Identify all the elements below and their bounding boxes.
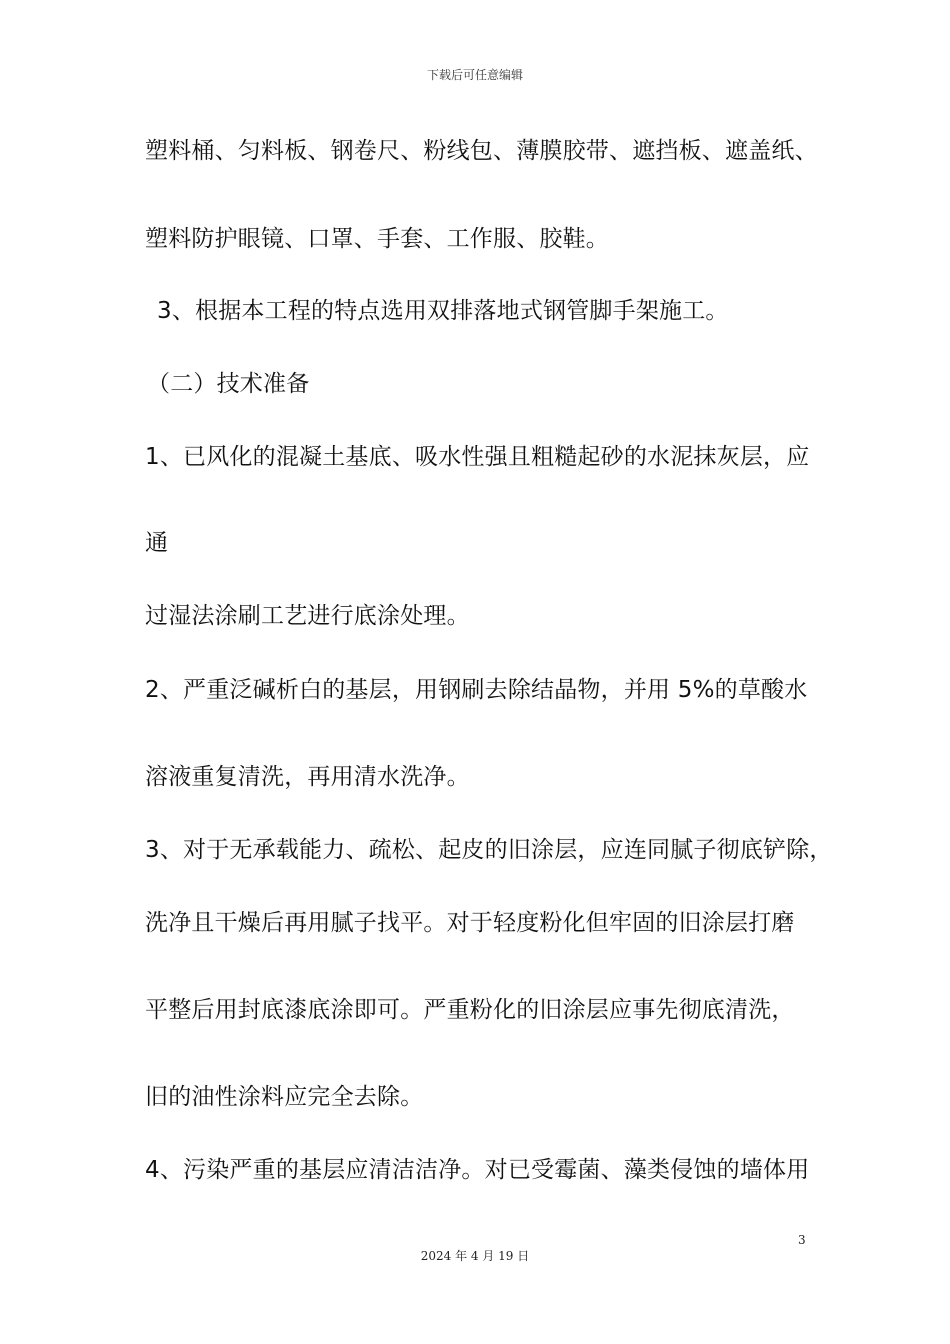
text-line: 2、严重泛碱析白的基层，用钢刷去除结晶物，并用 5%的草酸水: [145, 677, 808, 703]
text-line: 1、已风化的混凝土基底、吸水性强且粗糙起砂的水泥抹灰层，应: [145, 444, 810, 470]
text-line: 3、对于无承载能力、疏松、起皮的旧涂层，应连同腻子彻底铲除，: [145, 837, 833, 863]
page-header: 下载后可任意编辑: [426, 68, 523, 82]
text-line: 塑料桶、匀料板、钢卷尺、粉线包、薄膜胶带、遮挡板、遮盖纸、: [145, 138, 818, 164]
text-line: 溶液重复清洗，再用清水洗净。: [145, 764, 470, 790]
text-line: 洗净且干燥后再用腻子找平。对于轻度粉化但牢固的旧涂层打磨: [145, 910, 795, 936]
footer-date: 2024 年 4 月 19 日: [420, 1249, 530, 1263]
section-heading: （二）技术准备: [147, 371, 310, 397]
text-line: 通: [145, 530, 169, 556]
text-line: 4、污染严重的基层应清洁洁净。对已受霉菌、藻类侵蚀的墙体用: [145, 1157, 810, 1183]
text-line: 3、根据本工程的特点选用双排落地式钢管脚手架施工。: [157, 298, 729, 324]
page-number: 3: [798, 1233, 806, 1247]
text-line: 平整后用封底漆底涂即可。严重粉化的旧涂层应事先彻底清洗，: [145, 997, 795, 1023]
text-line: 塑料防护眼镜、口罩、手套、工作服、胶鞋。: [145, 226, 609, 252]
text-line: 过湿法涂刷工艺进行底涂处理。: [145, 603, 470, 629]
text-line: 旧的油性涂料应完全去除。: [145, 1084, 424, 1110]
